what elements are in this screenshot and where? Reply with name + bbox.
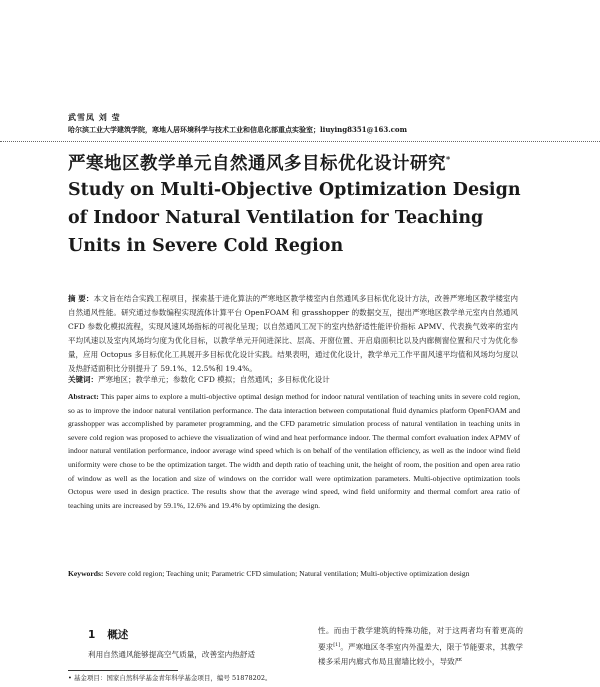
keywords-chinese [68, 374, 518, 386]
abstract-chinese-label: 摘 要： [68, 294, 94, 303]
keywords-english [68, 567, 520, 581]
body-right-text-a: 性。而由于教学建筑的特殊功能，对于这两者均有着更高的要求 [318, 626, 523, 652]
body-right-text-b: 。严寒地区冬季室内外温差大，限于节能要求，其教学楼多采用内廊式布局且窗墙比较小，导致严 [318, 642, 524, 666]
section-heading [88, 627, 128, 642]
abstract-english-label: Abstract: [68, 392, 99, 401]
section-number: 1 [88, 629, 96, 641]
keywords-chinese-text: 严寒地区；教学单元；参数化 CFD 模拟；自然通风；多目标优化设计 [98, 375, 330, 384]
keywords-english-text: Severe cold region; Teaching unit; Parametric CFD simulation; Natural ventilation; Multi-objective optimization design [105, 569, 470, 578]
abstract-english [68, 390, 520, 512]
body-left-column: 利用自然通风能够提高空气质量，改善室内热舒适 [88, 650, 256, 659]
author-names: 武雪凤 刘 莹 [68, 112, 121, 122]
body-right-column [318, 624, 523, 669]
funding-footnote: • 基金项目：国家自然科学基金青年科学基金项目，编号 51878202。 [68, 674, 272, 682]
abstract-chinese [68, 292, 518, 376]
keywords-english-label: Keywords: [68, 569, 104, 578]
title-chinese-text: 严寒地区教学单元自然通风多目标优化设计研究 [68, 154, 446, 174]
citation-mark: [1] [333, 642, 341, 648]
author-affiliation: 哈尔滨工业大学建筑学院，寒地人居环境科学与技术工业和信息化部重点实验室；liuying8351@163.com [68, 125, 407, 134]
footnote-rule [68, 670, 178, 671]
section-title: 概述 [107, 629, 129, 641]
title-english: Study on Multi-Objective Optimization Design of Indoor Natural Ventilation for Teaching Units in Severe Cold Region [68, 180, 521, 256]
title-footnote-mark: * [446, 154, 451, 165]
keywords-chinese-label: 关键词： [68, 375, 98, 384]
abstract-english-text: This paper aims to explore a multi-objective optimal design method for indoor natural ventilation of teaching units in severe cold region, so as to improve the indoor natural ventilation performance. The data interaction between computational fluid dynamics platform OpenFOAM and grasshopper was accomplished by parameter programming, and the CFD parametric simulation process of natural ventilation in teaching units in severe cold region was proposed to achieve the visualization of wind and heat performance indoor. The thermal comfort evaluation index APMV of indoor natural ventilation performance, indoor average wind speed which is on behalf of the ventilation efficiency, as well as the indoor wind field uniformity were chose to be the optimization target. The width and depth ratio of teaching unit, the height of room, the position and open area ratio of window as well as the location and size of windows on the corridor wall were optimization parameters. Multi-objective optimization tools Octopus were used in design practice. The results show that the average wind speed, wind field uniformity and thermal comfort area ratio of teaching units are increased by 59.1%, 12.6% and 19.4% by optimizing the design. [68, 392, 520, 510]
title-chinese [68, 150, 451, 175]
abstract-chinese-text: 本文旨在结合实践工程项目，探索基于进化算法的严寒地区教学楼室内自然通风多目标优化设计方法，改善严寒地区教学楼室内自然通风性能。研究通过参数编程实现流体计算平台 OpenFOAM 和 grasshopper 的数据交互，提出严寒地区教学单元室内自然通风 CFD 参数化模拟流程，实现风速风场指标的可视化呈现；以自然通风工况下的室内热舒适性能评价指标 APMV、代表换气效率的室内平均风速以及室内风场均匀度为优化目标，以教学单元开间进深比、层高、开窗位置、开启扇面积比以及内廊侧窗位置和尺寸为优化参量，应用 Octopus 多目标优化工具展开多目标优化设计实践。结果表明，通过优化设计，教学单元工作平面风速平均值和风场均匀度以及热舒适面积比分别提升了 59.1%、12.5%和 19.4%。 [68, 294, 518, 373]
header-divider [0, 141, 600, 142]
